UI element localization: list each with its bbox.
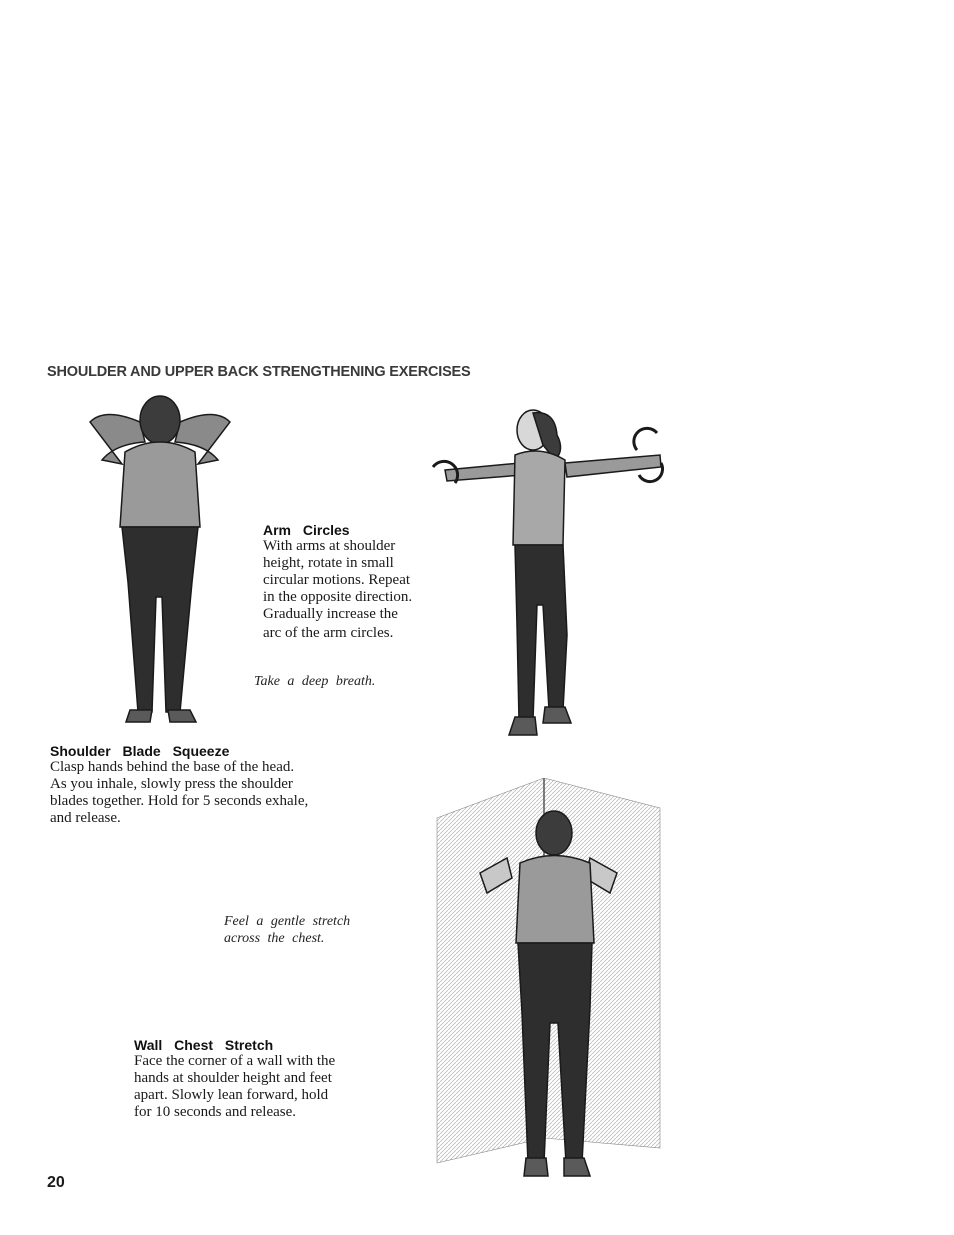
breath-caption: Take a deep breath. [254, 674, 376, 689]
wall-chest-stretch-illustration [432, 778, 664, 1183]
shoulder-blade-squeeze-title: Shoulder Blade Squeeze [50, 743, 230, 759]
arm-circles-line: Gradually increase the [263, 606, 398, 622]
arm-circles-line: arc of the arm circles. [263, 625, 394, 641]
shoulder-blade-squeeze-line: As you inhale, slowly press the shoulder [50, 776, 293, 792]
wall-chest-stretch-line: hands at shoulder height and feet [134, 1070, 332, 1086]
wall-chest-stretch-title: Wall Chest Stretch [134, 1037, 274, 1053]
section-heading: SHOULDER AND UPPER BACK STRENGTHENING EXERCISES [47, 364, 471, 380]
shoulder-blade-squeeze-block [50, 743, 308, 827]
arm-circles-line: height, rotate in small [263, 555, 394, 571]
arm-circles-illustration [425, 405, 670, 750]
wall-chest-stretch-line: apart. Slowly lean forward, hold [134, 1087, 329, 1103]
shoulder-blade-squeeze-line: blades together. Hold for 5 seconds exhale, [50, 793, 309, 809]
stretch-caption-line: Feel a gentle stretch [224, 914, 351, 929]
wall-chest-stretch-block [134, 1037, 335, 1121]
arm-circles-line: With arms at shoulder [263, 538, 396, 554]
shoulder-blade-squeeze-line: and release. [50, 810, 121, 826]
shoulder-blade-squeeze-illustration [70, 392, 250, 732]
page-number: 20 [47, 1174, 65, 1191]
arm-circles-line: circular motions. Repeat [263, 572, 411, 588]
stretch-caption [224, 913, 350, 947]
wall-chest-stretch-line: Face the corner of a wall with the [134, 1053, 336, 1069]
arm-circles-block [263, 522, 412, 642]
wall-chest-stretch-line: for 10 seconds and release. [134, 1104, 297, 1120]
arm-circles-line: in the opposite direction. [263, 589, 413, 605]
arm-circles-title: Arm Circles [263, 522, 350, 538]
shoulder-blade-squeeze-line: Clasp hands behind the base of the head. [50, 759, 295, 775]
stretch-caption-line: across the chest. [224, 931, 325, 946]
